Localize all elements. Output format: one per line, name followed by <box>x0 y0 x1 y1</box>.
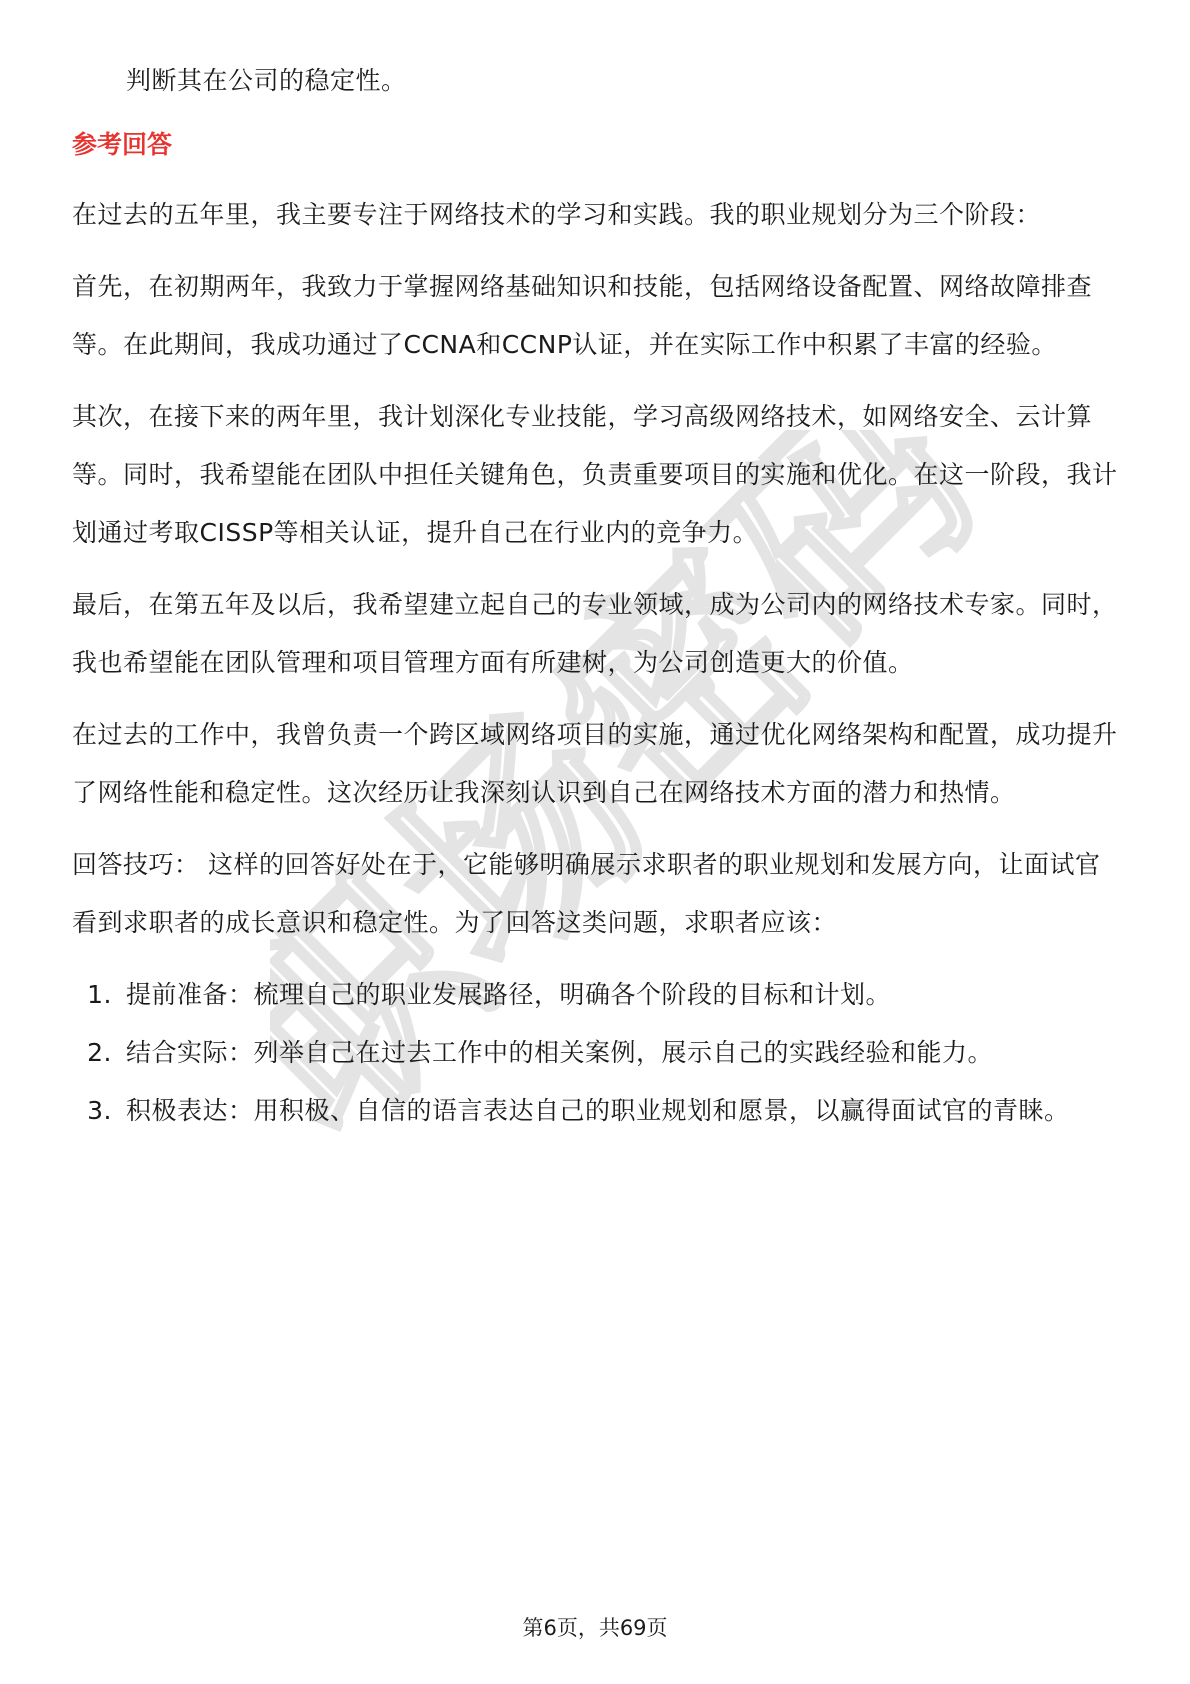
paragraph-experience: 在过去的工作中，我曾负责一个跨区域网络项目的实施，通过优化网络架构和配置，成功提升了网络性能和稳定性。这次经历让我深刻认识到自己在网络技术方面的潜力和热情。 <box>72 720 1118 807</box>
list-item-text: 提前准备：梳理自己的职业发展路径，明确各个阶段的目标和计划。 <box>126 980 892 1009</box>
main-content <box>72 52 1122 1140</box>
paragraph-tips-intro: 回答技巧： 这样的回答好处在于，它能够明确展示求职者的职业规划和发展方向，让面试官看到求职者的成长意识和稳定性。为了回答这类问题，求职者应该： <box>72 850 1101 937</box>
paragraph-stage-two: 其次，在接下来的两年里，我计划深化专业技能，学习高级网络技术，如网络安全、云计算等。同时，我希望能在团队中担任关键角色，负责重要项目的实施和优化。在这一阶段，我计划通过考取CISSP等相关认证，提升自己在行业内的竞争力。 <box>72 402 1118 547</box>
continuation-line: 判断其在公司的稳定性。 <box>126 66 407 95</box>
paragraph-stage-three: 最后，在第五年及以后，我希望建立起自己的专业领域，成为公司内的网络技术专家。同时，我也希望能在团队管理和项目管理方面有所建树，为公司创造更大的价值。 <box>72 590 1118 677</box>
list-item-number: 3. <box>87 1096 112 1125</box>
watermark-text: 职场密码 <box>270 430 990 1150</box>
list-item-number: 2. <box>87 1038 112 1067</box>
paragraph-intro: 在过去的五年里，我主要专注于网络技术的学习和实践。我的职业规划分为三个阶段： <box>72 200 1042 229</box>
list-item <box>72 1024 1122 1082</box>
answer-heading: 参考回答 <box>72 130 173 159</box>
list-item <box>72 966 1122 1024</box>
paragraph-stage-one: 首先，在初期两年，我致力于掌握网络基础知识和技能，包括网络设备配置、网络故障排查等。在此期间，我成功通过了CCNA和CCNP认证，并在实际工作中积累了丰富的经验。 <box>72 272 1093 359</box>
list-item-text: 积极表达：用积极、自信的语言表达自己的职业规划和愿景，以赢得面试官的青睐。 <box>126 1096 1070 1125</box>
tips-list <box>72 966 1122 1140</box>
list-item-text: 结合实际：列举自己在过去工作中的相关案例，展示自己的实践经验和能力。 <box>126 1038 994 1067</box>
list-item-number: 1. <box>87 980 112 1009</box>
page-footer: 第6页，共69页 <box>522 1616 668 1640</box>
list-item <box>72 1082 1122 1140</box>
